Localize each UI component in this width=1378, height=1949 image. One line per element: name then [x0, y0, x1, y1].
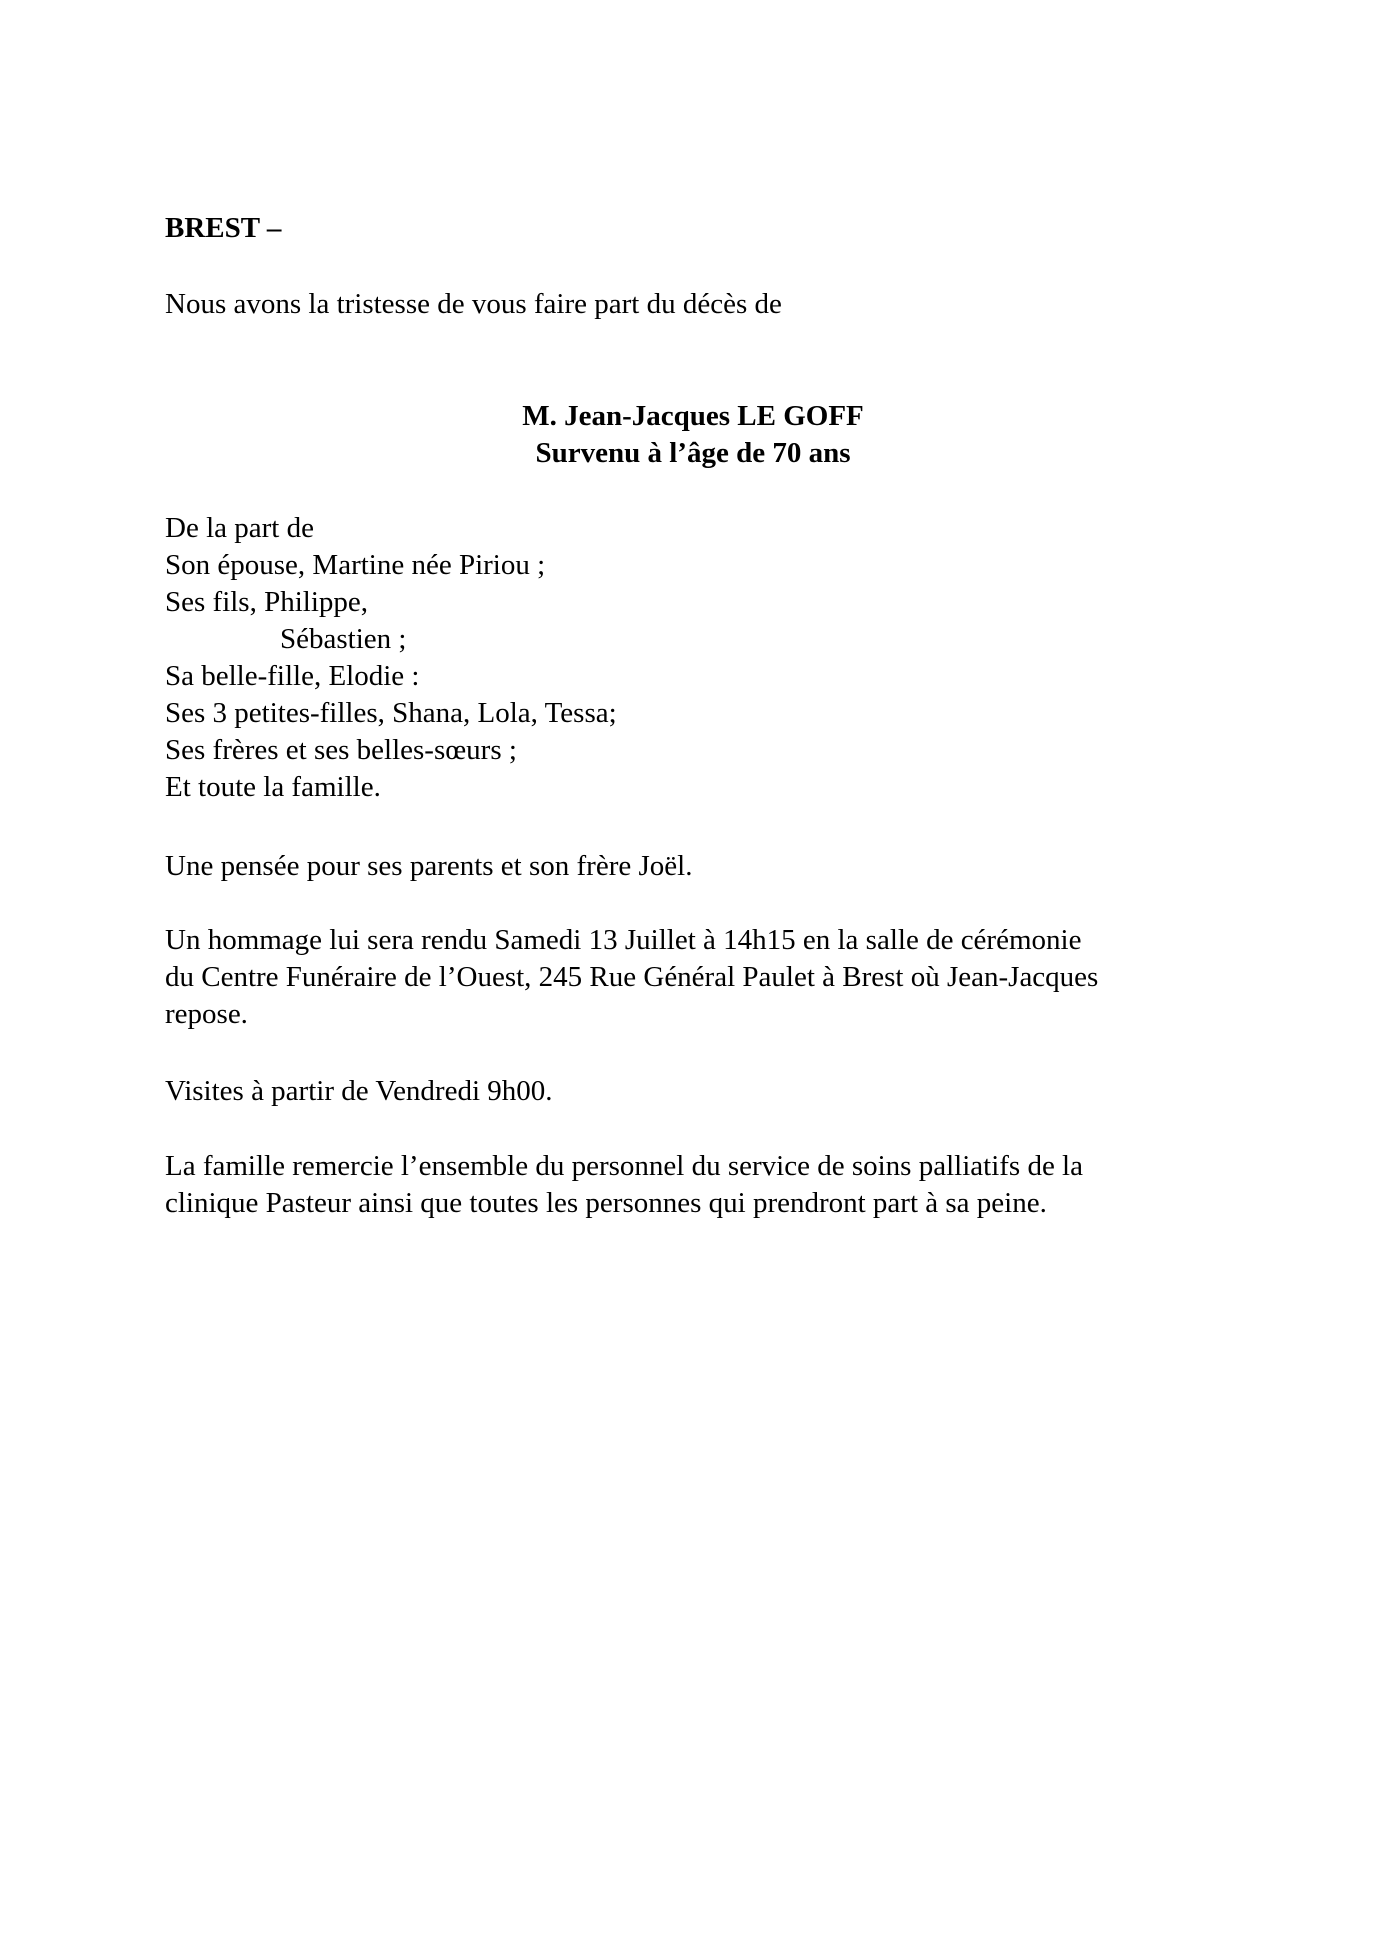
family-line: Sa belle-fille, Elodie :	[165, 660, 420, 692]
thanks-line: clinique Pasteur ainsi que toutes les personnes qui prendront part à sa peine.	[165, 1187, 1047, 1219]
family-list	[165, 510, 1245, 806]
announcement-intro: Nous avons la tristesse de vous faire part du décès de	[165, 288, 782, 320]
deceased-age: Survenu à l’âge de 70 ans	[535, 437, 851, 469]
hommage-line: du Centre Funéraire de l’Ouest, 245 Rue Général Paulet à Brest où Jean-Jacques	[165, 961, 1099, 993]
family-line: Ses fils, Philippe,	[165, 586, 369, 618]
family-intro: De la part de	[165, 512, 314, 544]
family-line: Et toute la famille.	[165, 771, 381, 803]
family-line: Son épouse, Martine née Piriou ;	[165, 549, 546, 581]
thought-paragraph: Une pensée pour ses parents et son frère Joël.	[165, 850, 693, 882]
hommage-line: repose.	[165, 998, 248, 1030]
hommage-line: Un hommage lui sera rendu Samedi 13 Juillet à 14h15 en la salle de cérémonie	[165, 924, 1082, 956]
visites-paragraph: Visites à partir de Vendredi 9h00.	[165, 1075, 553, 1107]
thanks-line: La famille remercie l’ensemble du personnel du service de soins palliatifs de la	[165, 1150, 1083, 1182]
family-line: Ses frères et ses belles-sœurs ;	[165, 734, 517, 766]
hommage-paragraph	[165, 922, 1245, 1033]
family-line: Ses 3 petites-filles, Shana, Lola, Tessa;	[165, 697, 617, 729]
deceased-block	[0, 398, 1378, 472]
location-heading: BREST –	[165, 212, 282, 244]
deceased-name: M. Jean-Jacques LE GOFF	[522, 400, 864, 432]
thanks-paragraph	[165, 1148, 1245, 1222]
family-line: Sébastien ;	[280, 623, 407, 655]
